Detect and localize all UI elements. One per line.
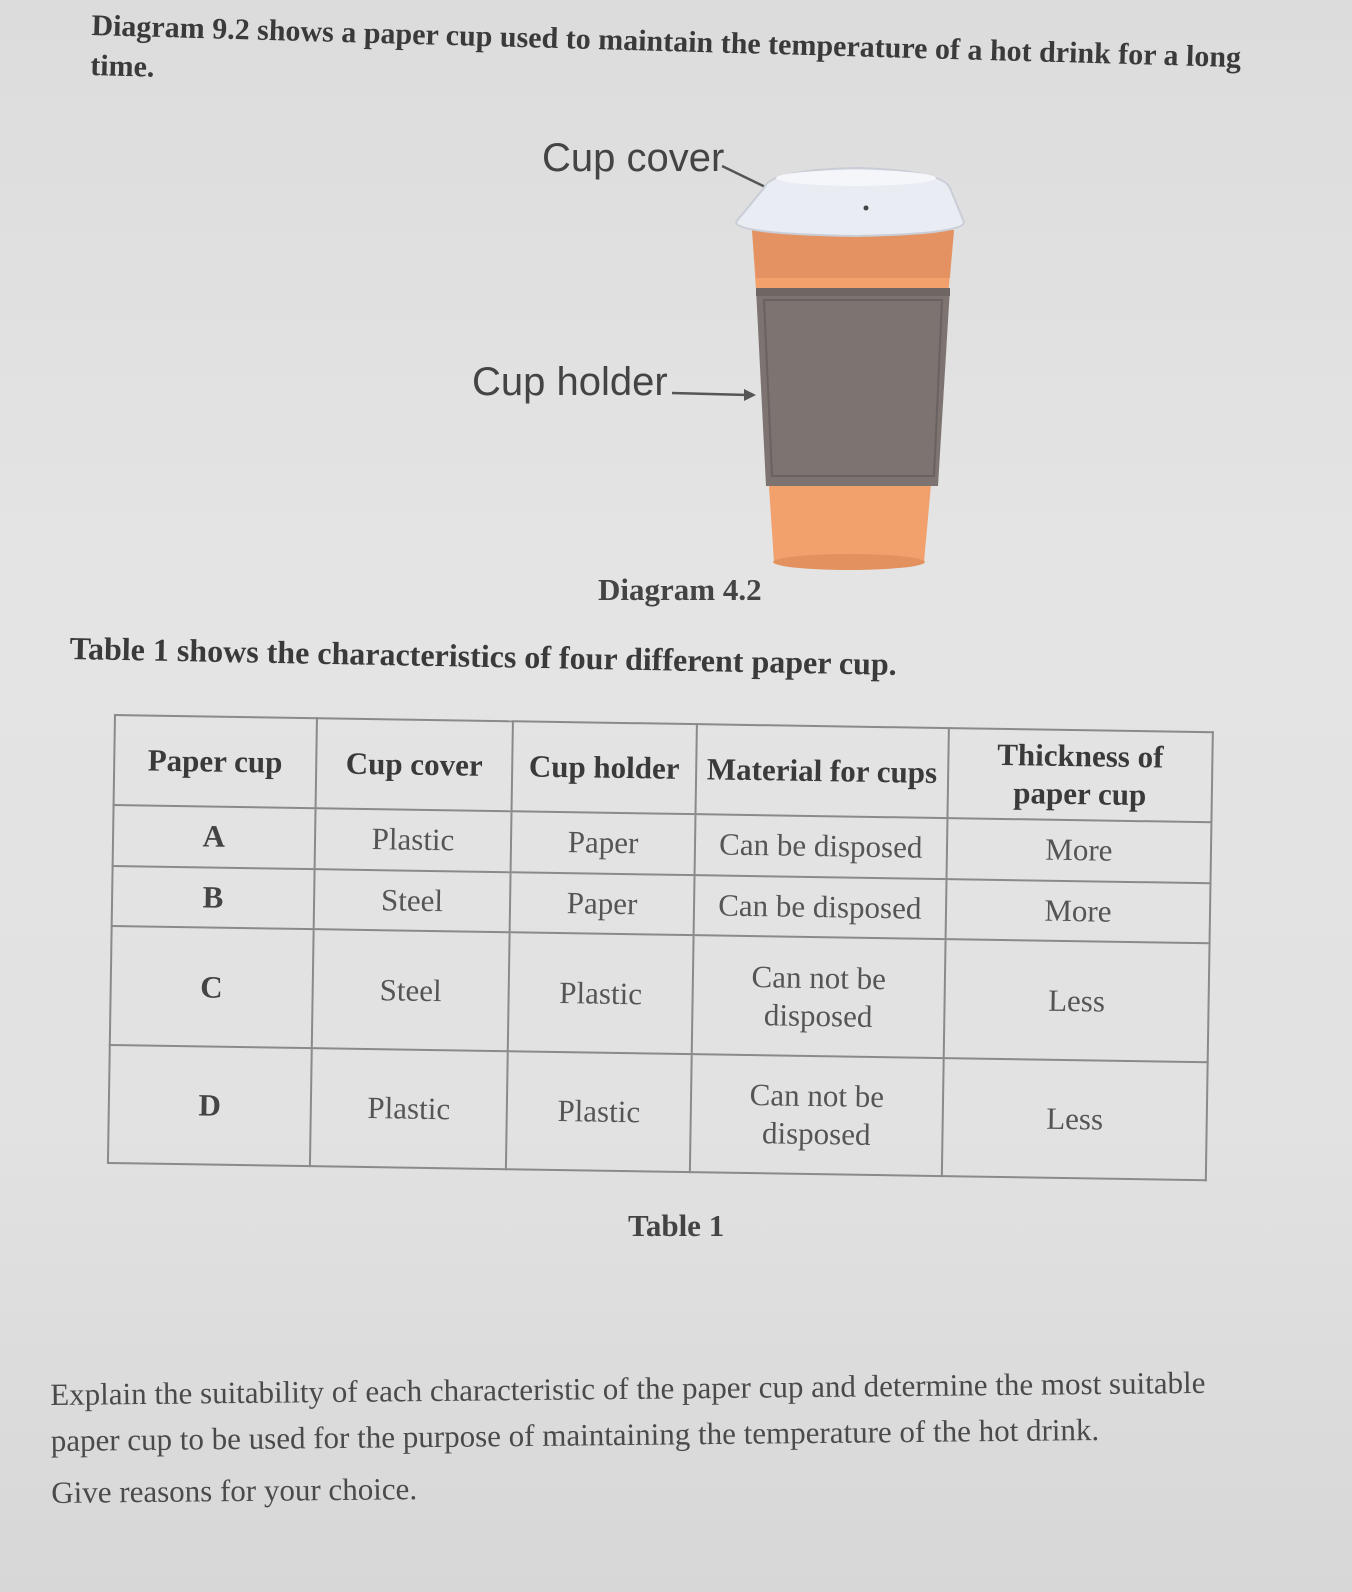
cell-cup-cover: Plastic	[310, 1048, 508, 1169]
cup-cover-label: Cup cover	[542, 136, 725, 180]
header-material: Material for cups	[695, 724, 948, 818]
cell-paper-cup: D	[108, 1045, 311, 1166]
cup-holder-label: Cup holder	[472, 360, 668, 404]
cell-cup-holder: Paper	[511, 811, 695, 875]
intro-text: Diagram 9.2 shows a paper cup used to maintain the temperature of a hot drink for a long time.	[89, 8, 1242, 84]
cell-material: Can not be disposed	[690, 1054, 944, 1176]
paper-cup-diagram	[660, 150, 990, 590]
question-block	[50, 1359, 1281, 1516]
cell-thickness: More	[946, 818, 1211, 883]
cell-material: Can be disposed	[694, 814, 947, 879]
table-row	[108, 1045, 1208, 1181]
cell-cup-cover: Steel	[313, 869, 511, 933]
diagram-caption: Diagram 4.2	[598, 572, 762, 607]
header-thickness: Thickness of paper cup	[947, 728, 1213, 822]
header-paper-cup: Paper cup	[114, 715, 317, 808]
cell-paper-cup: A	[113, 805, 316, 869]
table-caption: Table 1	[628, 1208, 725, 1243]
holder-arrow	[672, 389, 756, 401]
table-header-row	[114, 715, 1213, 822]
cell-paper-cup: C	[110, 926, 313, 1047]
characteristics-table	[107, 714, 1214, 1181]
cell-paper-cup: B	[112, 866, 315, 930]
cell-cup-holder: Plastic	[506, 1051, 691, 1172]
question-text: Explain the suitability of each characteristic of the paper cup and determine the most suitable paper cup to be used for the purpose of maintaining the temperature of the hot drink.	[50, 1364, 1206, 1458]
table-intro-text: Table 1 shows the characteristics of four different paper cup.	[69, 630, 898, 682]
cell-thickness: More	[945, 879, 1210, 944]
cell-cup-holder: Plastic	[508, 933, 693, 1054]
cup-cover-lid	[736, 168, 964, 236]
cell-thickness: Less	[942, 1058, 1208, 1180]
header-cup-cover: Cup cover	[315, 718, 513, 811]
cup-holder-sleeve	[756, 288, 950, 486]
cell-cup-cover: Steel	[311, 930, 509, 1051]
cell-material: Can not be disposed	[691, 935, 945, 1057]
cell-material: Can be disposed	[693, 875, 946, 940]
cell-cup-holder: Paper	[510, 872, 694, 936]
cell-cup-cover: Plastic	[314, 808, 512, 872]
header-cup-holder: Cup holder	[512, 721, 697, 814]
cell-thickness: Less	[944, 939, 1210, 1061]
table-row	[110, 926, 1210, 1062]
question-reasons: Give reasons for your choice.	[51, 1471, 418, 1510]
